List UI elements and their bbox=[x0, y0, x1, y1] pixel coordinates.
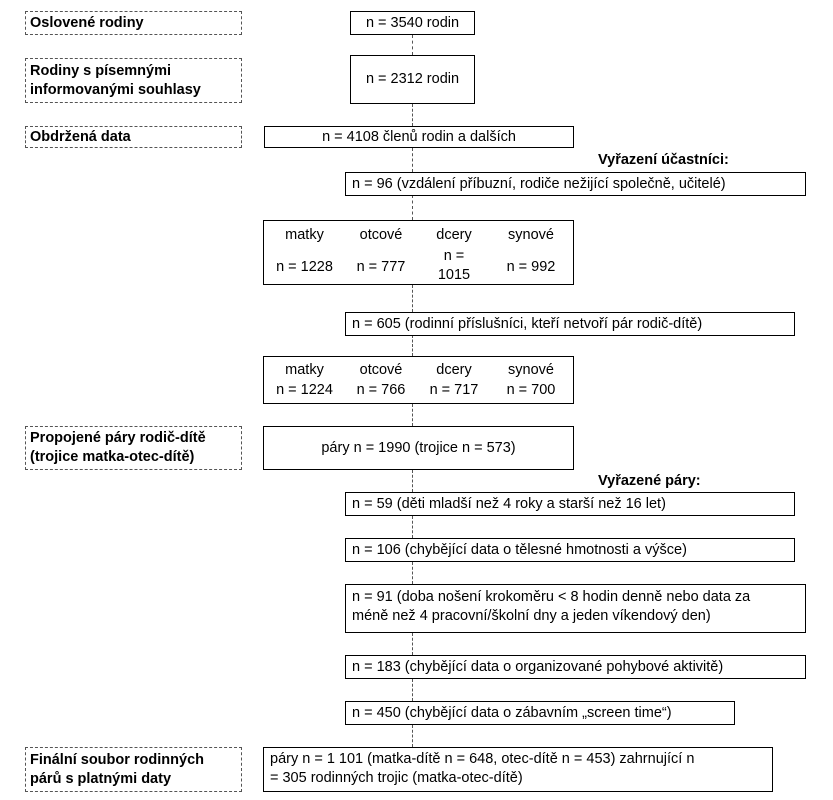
flow-connector bbox=[412, 404, 413, 426]
box-consent: n = 2312 rodin bbox=[350, 55, 475, 104]
value-mothers: n = 1224 bbox=[276, 382, 333, 398]
col-header-sons: synové bbox=[508, 227, 554, 243]
box-contacted: n = 3540 rodin bbox=[350, 11, 475, 35]
box-line: n = 91 (doba nošení krokoměru < 8 hodin denně nebo data za bbox=[352, 589, 751, 605]
flow-connector bbox=[412, 470, 413, 492]
box-excluded-screen: n = 450 (chybějící data o zábavním „screen time“) bbox=[345, 701, 735, 725]
flow-connector bbox=[412, 725, 413, 747]
stage-label-line: Finální soubor rodinných bbox=[30, 752, 204, 768]
col-header-daughters: dcery bbox=[436, 362, 472, 378]
col-header-mothers: matky bbox=[285, 227, 324, 243]
stage-label-pairs bbox=[25, 426, 242, 470]
header-excluded-pairs: Vyřazené páry: bbox=[598, 473, 701, 489]
stage-label-line: informovanými souhlasy bbox=[30, 82, 201, 98]
stage-label-line: Propojené páry rodič-dítě bbox=[30, 430, 206, 446]
box-line: páry n = 1 101 (matka-dítě n = 648, otec-dítě n = 453) zahrnující n bbox=[270, 751, 695, 767]
stage-label-received: Obdržená data bbox=[25, 126, 242, 148]
flow-connector bbox=[412, 35, 413, 55]
box-excluded-body: n = 106 (chybějící data o tělesné hmotnosti a výšce) bbox=[345, 538, 795, 562]
box-excluded-participants: n = 96 (vzdálení příbuzní, rodiče nežijící společně, učitelé) bbox=[345, 172, 806, 196]
value-daughters: n = 717 bbox=[429, 382, 479, 398]
value-sons: n = 700 bbox=[506, 382, 556, 398]
stage-label-line: párů s platnými daty bbox=[30, 771, 172, 787]
box-family-members bbox=[263, 220, 574, 285]
flow-connector bbox=[412, 679, 413, 701]
flow-connector bbox=[412, 516, 413, 538]
stage-label-final bbox=[25, 747, 242, 792]
box-received: n = 4108 členů rodin a dalších bbox=[264, 126, 574, 148]
flow-connector bbox=[412, 148, 413, 172]
box-excluded-organized: n = 183 (chybějící data o organizované pohybové aktivitě) bbox=[345, 655, 806, 679]
flow-connector bbox=[412, 562, 413, 584]
col-header-fathers: otcové bbox=[359, 227, 403, 243]
box-excluded-pedometer bbox=[345, 584, 806, 633]
box-family-members-valid bbox=[263, 356, 574, 404]
box-line: = 305 rodinných trojic (matka-otec-dítě) bbox=[270, 770, 523, 786]
col-header-fathers: otcové bbox=[359, 362, 403, 378]
flow-connector bbox=[412, 285, 413, 312]
value-mothers: n = 1228 bbox=[276, 259, 333, 275]
value-daughters-number: 1015 bbox=[437, 267, 471, 283]
value-fathers: n = 766 bbox=[356, 382, 406, 398]
col-header-sons: synové bbox=[508, 362, 554, 378]
box-not-pair: n = 605 (rodinní příslušníci, kteří netvoří pár rodič-dítě) bbox=[345, 312, 795, 336]
col-header-mothers: matky bbox=[285, 362, 324, 378]
box-final bbox=[263, 747, 773, 792]
stage-label-consent bbox=[25, 58, 242, 103]
header-excluded-participants: Vyřazení účastníci: bbox=[598, 152, 729, 168]
value-daughters: n = bbox=[443, 248, 465, 264]
value-sons: n = 992 bbox=[506, 259, 556, 275]
col-header-daughters: dcery bbox=[436, 227, 472, 243]
flow-connector bbox=[412, 335, 413, 356]
stage-label-line: Rodiny s písemnými bbox=[30, 63, 172, 79]
flow-connector bbox=[412, 633, 413, 655]
box-pairs: páry n = 1990 (trojice n = 573) bbox=[263, 426, 574, 470]
flow-connector bbox=[412, 104, 413, 126]
box-excluded-age: n = 59 (děti mladší než 4 roky a starší než 16 let) bbox=[345, 492, 795, 516]
box-line: méně než 4 pracovní/školní dny a jeden víkendový den) bbox=[352, 608, 711, 624]
stage-label-line: (trojice matka-otec-dítě) bbox=[30, 449, 195, 465]
flow-connector bbox=[412, 195, 413, 220]
stage-label-contacted: Oslovené rodiny bbox=[25, 11, 242, 35]
value-fathers: n = 777 bbox=[356, 259, 406, 275]
